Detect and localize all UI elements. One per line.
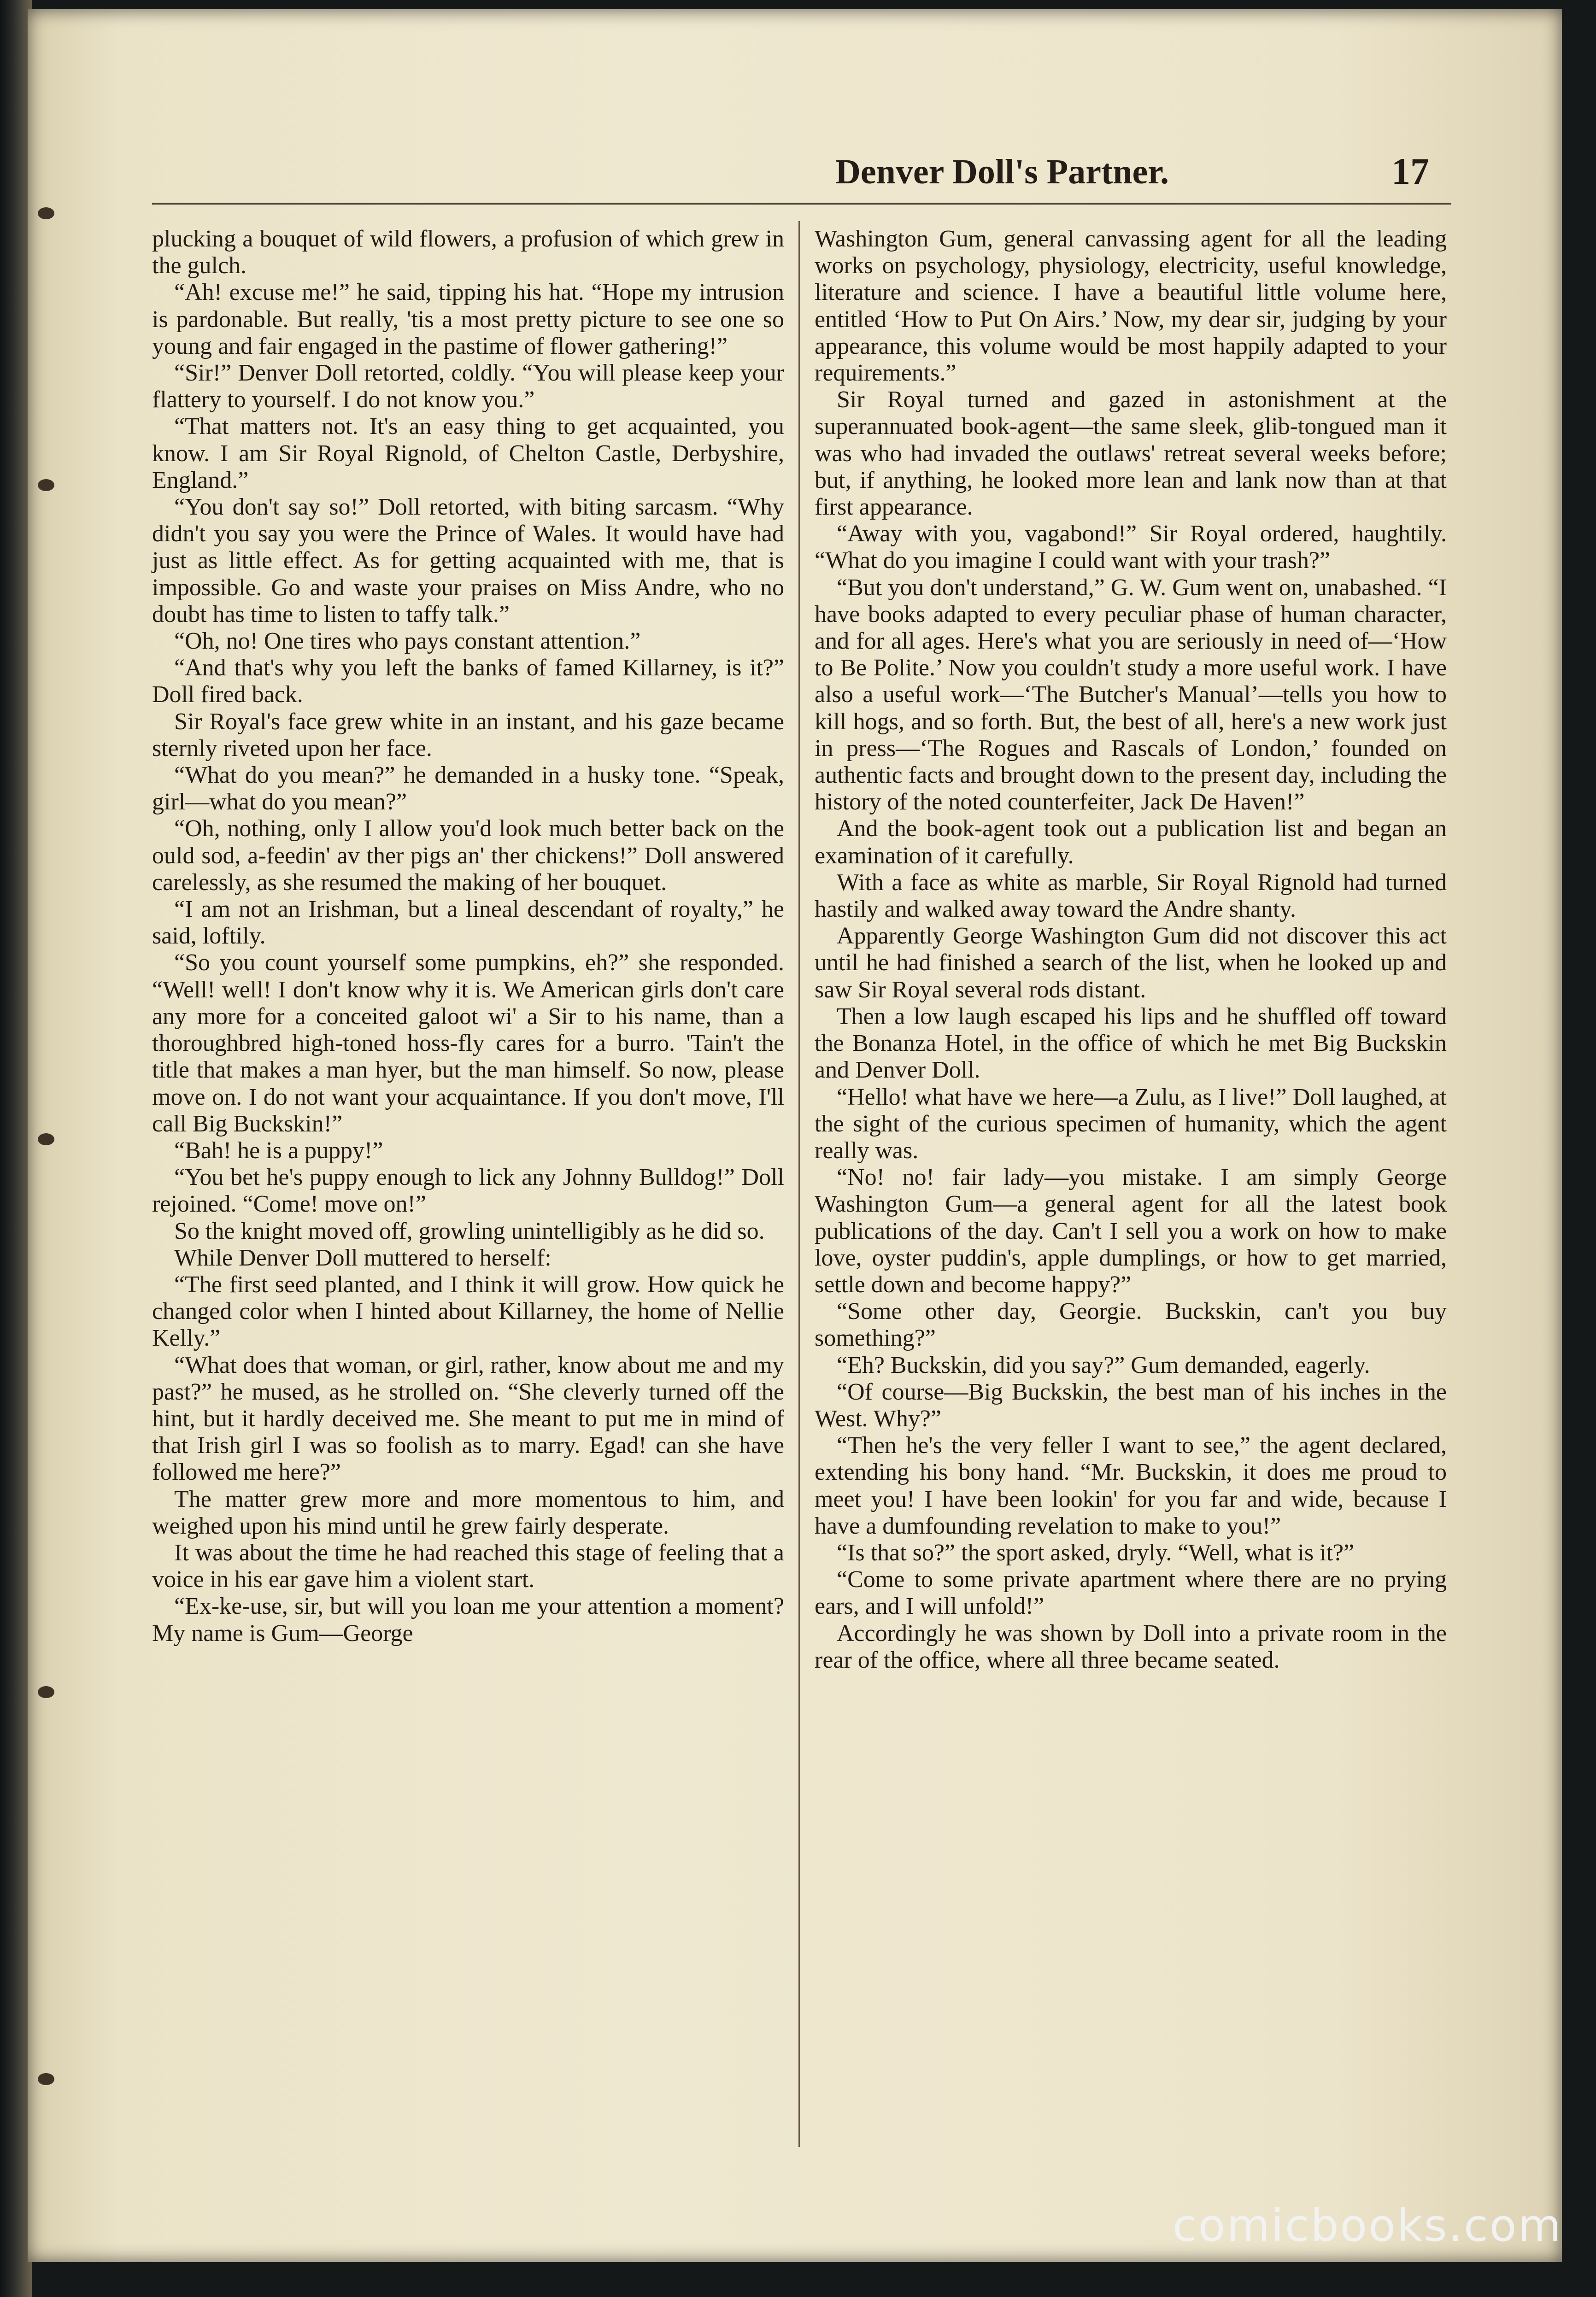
binding-stitch (38, 207, 54, 219)
page-number: 17 (1391, 150, 1429, 192)
paragraph: “And that's why you left the banks of famed Killarney, is it?” Doll fired back. (152, 655, 784, 708)
paragraph: “Sir!” Denver Doll retorted, coldly. “You will please keep your flattery to yourself. I do not know you.” (152, 360, 784, 413)
paragraph: “I am not an Irishman, but a lineal descendant of royalty,” he said, loftily. (152, 896, 784, 949)
paragraph: “You don't say so!” Doll retorted, with biting sarcasm. “Why didn't you say you were the Prince of Wales. It would have had just as little effect. As for getting acquainted with me, that is impossible. Go and waste your praises on Miss Andre, who no doubt has time to listen to taffy talk.” (152, 494, 784, 627)
paragraph: “Hello! what have we here—a Zulu, as I live!” Doll laughed, at the sight of the curious specimen of humanity, which the agent really was. (815, 1084, 1447, 1164)
paragraph: “Is that so?” the sport asked, dryly. “Well, what is it?” (837, 1539, 1355, 1566)
paragraph: Accordingly he was shown by Doll into a private room in the rear of the office, where all three became seated. (815, 1620, 1447, 1673)
paragraph: “Some other day, Georgie. Buckskin, can't you buy something?” (815, 1298, 1447, 1352)
paragraph: Sir Royal turned and gazed in astonishment at the superannuated book-agent—the same sleek, glib-tongued man it was who had invaded the outlaws' retreat several weeks before; but, if anything, he looked more lean and lank now than at that first appearance. (815, 387, 1447, 521)
paragraph: Washington Gum, general canvassing agent for all the leading works on psychology, physiology, electricity, useful knowledge, literature and science. I have a beautiful little volume here, entitled ‘How to Put On Airs.’ Now, my dear sir, judging by your appearance, this volume would be most happily adapted to your requirements.” (815, 226, 1447, 387)
paragraph: “So you count yourself some pumpkins, eh?” she responded. “Well! well! I don't know why it is. We American girls don't care any more for a conceited galoot wi' a Sir to his name, than a thoroughbred high-toned hoss-fly cares for a burro. 'Tain't the title that makes a man hyer, but the man himself. So now, please move on. I do not want your acquaintance. If you don't move, I'll call Big Buckskin!” (152, 949, 784, 1137)
paragraph: With a face as white as marble, Sir Royal Rignold had turned hastily and walked away toward the Andre shanty. (815, 869, 1447, 923)
right-text-column (815, 226, 1447, 1674)
paragraph: “But you don't understand,” G. W. Gum went on, unabashed. “I have books adapted to every peculiar phase of human character, and for all ages. Here's what you are seriously in need of—‘How to Be Polite.’ Now you couldn't study a more useful work. I have also a useful work—‘The Butcher's Manual’—tells you how to kill hogs, and so forth. But, the best of all, here's a new work just in press—‘The Rogues and Rascals of London,’ founded on authentic facts and brought down to the present day, including the history of the noted counterfeiter, Jack De Haven!” (815, 574, 1447, 815)
paragraph: “Ah! excuse me!” he said, tipping his hat. “Hope my intrusion is pardonable. But really, 'tis a most pretty picture to see one so young and fair engaged in the pastime of flower gathering!” (152, 279, 784, 359)
watermark: comicbooks.com (1173, 2200, 1563, 2251)
paragraph: And the book-agent took out a publication list and began an examination of it carefully. (815, 815, 1447, 869)
paragraph: “No! no! fair lady—you mistake. I am simply George Washington Gum—a general agent for all the latest book publications of the day. Can't I sell you a work on how to make love, oyster puddin's, apple dumplings, or how to get married, settle down and become happy?” (815, 1164, 1447, 1298)
binding-stitch (38, 1686, 54, 1698)
paragraph: Sir Royal's face grew white in an instant, and his gaze became sternly riveted upon her face. (152, 708, 784, 762)
paragraph: The matter grew more and more momentous to him, and weighed upon his mind until he grew fairly desperate. (152, 1486, 784, 1539)
paragraph: “Of course—Big Buckskin, the best man of his inches in the West. Why?” (815, 1378, 1447, 1432)
binding-stitch (38, 479, 54, 491)
header-rule (152, 203, 1451, 205)
paragraph: “Then he's the very feller I want to see,” the agent declared, extending his bony hand. “Mr. Buckskin, it does me proud to meet you! I have been lookin' for you far and wide, because I have a dumfounding revelation to make to you!” (815, 1432, 1447, 1539)
paragraph: “Come to some private apartment where there are no prying ears, and I will unfold!” (815, 1566, 1447, 1620)
paragraph: “Eh? Buckskin, did you say?” Gum demanded, eagerly. (837, 1352, 1370, 1378)
paragraph: “Bah! he is a puppy!” (174, 1137, 383, 1164)
left-text-column (152, 226, 784, 1647)
binding-stitch (38, 1133, 54, 1145)
binding-stitch (38, 2073, 54, 2085)
paragraph: While Denver Doll muttered to herself: (174, 1244, 552, 1271)
paragraph: Apparently George Washington Gum did not discover this act until he had finished a search of the list, when he looked up and saw Sir Royal several rods distant. (815, 923, 1447, 1003)
paragraph: “Away with you, vagabond!” Sir Royal ordered, haughtily. “What do you imagine I could want with your trash?” (815, 521, 1447, 574)
paragraph: “That matters not. It's an easy thing to get acquainted, you know. I am Sir Royal Rignold, of Chelton Castle, Derbyshire, England.” (152, 413, 784, 493)
paragraph: plucking a bouquet of wild flowers, a profusion of which grew in the gulch. (152, 226, 784, 279)
paragraph: “What does that woman, or girl, rather, know about me and my past?” he mused, as he strolled on. “She cleverly turned off the hint, but it hardly deceived me. She meant to put me in mind of that Irish girl I was so foolish as to marry. Egad! can she have followed me here?” (152, 1352, 784, 1486)
paragraph: “Oh, nothing, only I allow you'd look much better back on the ould sod, a-feedin' av ther pigs an' ther chickens!” Doll answered carelessly, as she resumed the making of her bouquet. (152, 815, 784, 896)
column-divider (798, 221, 800, 2147)
paragraph: “What do you mean?” he demanded in a husky tone. “Speak, girl—what do you mean?” (152, 762, 784, 815)
paragraph: Then a low laugh escaped his lips and he shuffled off toward the Bonanza Hotel, in the office of which he met Big Buckskin and Denver Doll. (815, 1003, 1447, 1084)
paragraph: “Ex-ke-use, sir, but will you loan me your attention a moment? My name is Gum—George (152, 1593, 784, 1647)
paragraph: It was about the time he had reached this stage of feeling that a voice in his ear gave him a violent start. (152, 1539, 784, 1593)
paragraph: So the knight moved off, growling unintelligibly as he did so. (174, 1218, 765, 1244)
running-head-title: Denver Doll's Partner. (835, 152, 1169, 191)
paragraph: “The first seed planted, and I think it will grow. How quick he changed color when I hinted about Killarney, the home of Nellie Kelly.” (152, 1271, 784, 1352)
paragraph: “Oh, no! One tires who pays constant attention.” (174, 628, 641, 655)
paragraph: “You bet he's puppy enough to lick any Johnny Bulldog!” Doll rejoined. “Come! move on!” (152, 1164, 784, 1218)
